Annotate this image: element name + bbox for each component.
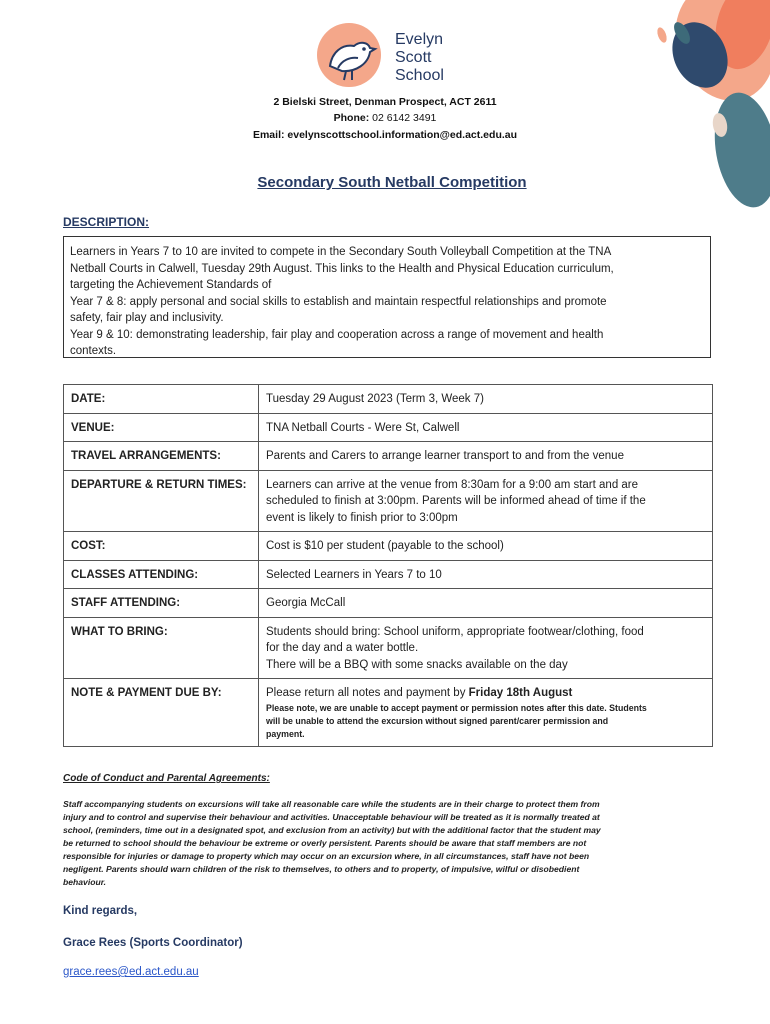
venue-label: VENUE:: [64, 413, 259, 442]
signer-name: Grace Rees (Sports Coordinator): [63, 937, 243, 949]
venue-value: TNA Netball Courts - Were St, Calwell: [259, 413, 713, 442]
conduct-line: responsible for injuries or damage to property which may occur on an excursion where, in all circumstances, staff have not been: [63, 851, 590, 861]
table-row: [64, 442, 713, 471]
school-phone: [0, 112, 770, 124]
description-line: safety, fair play and inclusivity.: [70, 312, 224, 324]
cost-label: COST:: [64, 532, 259, 561]
conduct-line: negligent. Parents should warn children of the risk to themselves, to others and to property, of impulsive, wilful or disobedient: [63, 864, 580, 874]
due-note-line: will be unable to attend the excursion without signed parent/carer permission and: [266, 715, 609, 726]
table-row: [64, 617, 713, 679]
bring-line: for the day and a water bottle.: [266, 642, 419, 654]
conduct-line: behaviour.: [63, 877, 106, 887]
table-row: [64, 385, 713, 414]
signer-email-link[interactable]: grace.rees@ed.act.edu.au: [63, 966, 199, 978]
table-row: [64, 560, 713, 589]
due-label: NOTE & PAYMENT DUE BY:: [64, 679, 259, 747]
table-row: [64, 589, 713, 618]
school-name-line: Evelyn: [395, 31, 444, 48]
conduct-body: [63, 798, 713, 889]
description-line: Netball Courts in Calwell, Tuesday 29th August. This links to the Health and Physical Education curriculum,: [70, 262, 614, 275]
conduct-line: Staff accompanying students on excursions will take all reasonable care while the students are in their charge to protect them from: [63, 799, 600, 809]
due-value: [259, 679, 713, 747]
bring-value: [259, 617, 713, 679]
conduct-line: school, (reminders, time out in a designated spot, and exclusion from an activity) but with the additional factor that the student may: [63, 825, 601, 835]
description-heading: DESCRIPTION:: [63, 215, 150, 229]
description-line: Learners in Years 7 to 10 are invited to compete in the Secondary South Volleyball Competition at the TNA: [70, 246, 612, 258]
due-note-line: payment.: [266, 728, 305, 739]
travel-label: TRAVEL ARRANGEMENTS:: [64, 442, 259, 471]
school-email: [0, 129, 770, 141]
bring-label: WHAT TO BRING:: [64, 617, 259, 679]
school-name: [395, 31, 444, 85]
due-date: Friday 18th August: [468, 687, 573, 699]
closing-regards: Kind regards,: [63, 905, 138, 917]
due-note-line: Please note, we are unable to accept payment or permission notes after this date. Students: [266, 702, 647, 713]
bird-logo-icon: [316, 22, 386, 92]
phone-label: Phone:: [333, 112, 370, 124]
staff-value: Georgia McCall: [259, 589, 713, 618]
conduct-line: be returned to school should the behaviour be extreme or overly persistent. Parents should be aware that staff members are not: [63, 838, 587, 848]
date-label: DATE:: [64, 385, 259, 414]
table-row: [64, 679, 713, 747]
due-line: [266, 685, 705, 702]
classes-value: Selected Learners in Years 7 to 10: [259, 560, 713, 589]
bring-line: There will be a BBQ with some snacks available on the day: [266, 658, 568, 671]
phone-value: 02 6142 3491: [372, 112, 437, 124]
times-value: [259, 470, 713, 532]
page-title: Secondary South Netball Competition: [257, 174, 527, 191]
email-label: Email:: [252, 129, 285, 141]
date-value: Tuesday 29 August 2023 (Term 3, Week 7): [259, 385, 713, 414]
conduct-line: injury and to control and supervise their behaviour and activities. Unacceptable behaviour will be treated as it is normally treated at: [63, 812, 600, 822]
school-address: 2 Bielski Street, Denman Prospect, ACT 2611: [273, 96, 497, 108]
description-line: Year 9 & 10: demonstrating leadership, fair play and cooperation across a range of movement and health: [70, 328, 604, 341]
conduct-heading: Code of Conduct and Parental Agreements:: [63, 773, 270, 784]
table-row: [64, 532, 713, 561]
times-line: event is likely to finish prior to 3:00pm: [266, 511, 458, 524]
times-label: DEPARTURE & RETURN TIMES:: [64, 470, 259, 532]
travel-value: Parents and Carers to arrange learner transport to and from the venue: [259, 442, 713, 471]
description-box: [63, 236, 711, 358]
classes-label: CLASSES ATTENDING:: [64, 560, 259, 589]
times-line: scheduled to finish at 3:00pm. Parents will be informed ahead of time if the: [266, 495, 646, 507]
times-line: Learners can arrive at the venue from 8:30am for a 9:00 am start and are: [266, 478, 639, 491]
table-row: [64, 470, 713, 532]
cost-value: Cost is $10 per student (payable to the school): [259, 532, 713, 561]
bring-line: Students should bring: School uniform, appropriate footwear/clothing, food: [266, 625, 644, 638]
description-line: contexts.: [70, 345, 117, 357]
due-prefix: Please return all notes and payment by: [266, 687, 469, 699]
staff-label: STAFF ATTENDING:: [64, 589, 259, 618]
school-name-line: Scott: [395, 49, 432, 66]
description-line: targeting the Achievement Standards of: [70, 279, 272, 291]
table-row: [64, 413, 713, 442]
school-name-line: School: [395, 67, 444, 84]
details-table: [63, 384, 713, 747]
email-value[interactable]: evelynscottschool.information@ed.act.edu.au: [287, 129, 518, 141]
description-line: Year 7 & 8: apply personal and social skills to establish and maintain respectful relationships and promote: [70, 295, 607, 308]
school-logo: [316, 22, 476, 92]
